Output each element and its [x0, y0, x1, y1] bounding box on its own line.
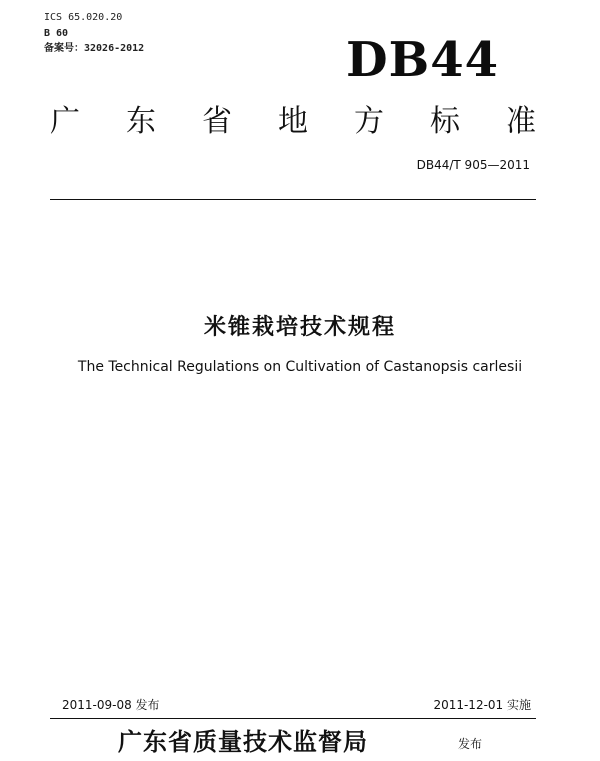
standard-number: DB44/T 905—2011	[416, 158, 530, 172]
classification-code: B 60	[44, 28, 69, 39]
standard-type-char: 东	[126, 104, 156, 139]
standard-type-heading	[50, 104, 536, 140]
document-title-zh: 米锥栽培技术规程	[203, 315, 396, 340]
standard-type-char: 标	[430, 104, 460, 139]
issuing-authority: 广东省质量技术监督局	[118, 727, 368, 756]
top-divider	[50, 199, 536, 200]
ics-code: ICS 65.020.20	[44, 12, 123, 23]
record-number: 备案号：32026-2012	[44, 43, 145, 54]
standard-logo: DB44	[346, 32, 499, 88]
issuing-action: 发布	[458, 737, 483, 751]
standard-type-char: 地	[278, 104, 308, 139]
issue-date: 2011-09-08 发布	[62, 698, 160, 712]
standard-type-char: 准	[506, 104, 536, 139]
effective-date: 2011-12-01 实施	[433, 698, 531, 712]
standard-type-char: 省	[202, 104, 232, 139]
standard-type-char: 广	[50, 104, 80, 139]
document-title-en: The Technical Regulations on Cultivation of Castanopsis carlesii	[77, 359, 523, 375]
standard-type-char: 方	[354, 104, 384, 139]
bottom-divider	[50, 718, 536, 719]
